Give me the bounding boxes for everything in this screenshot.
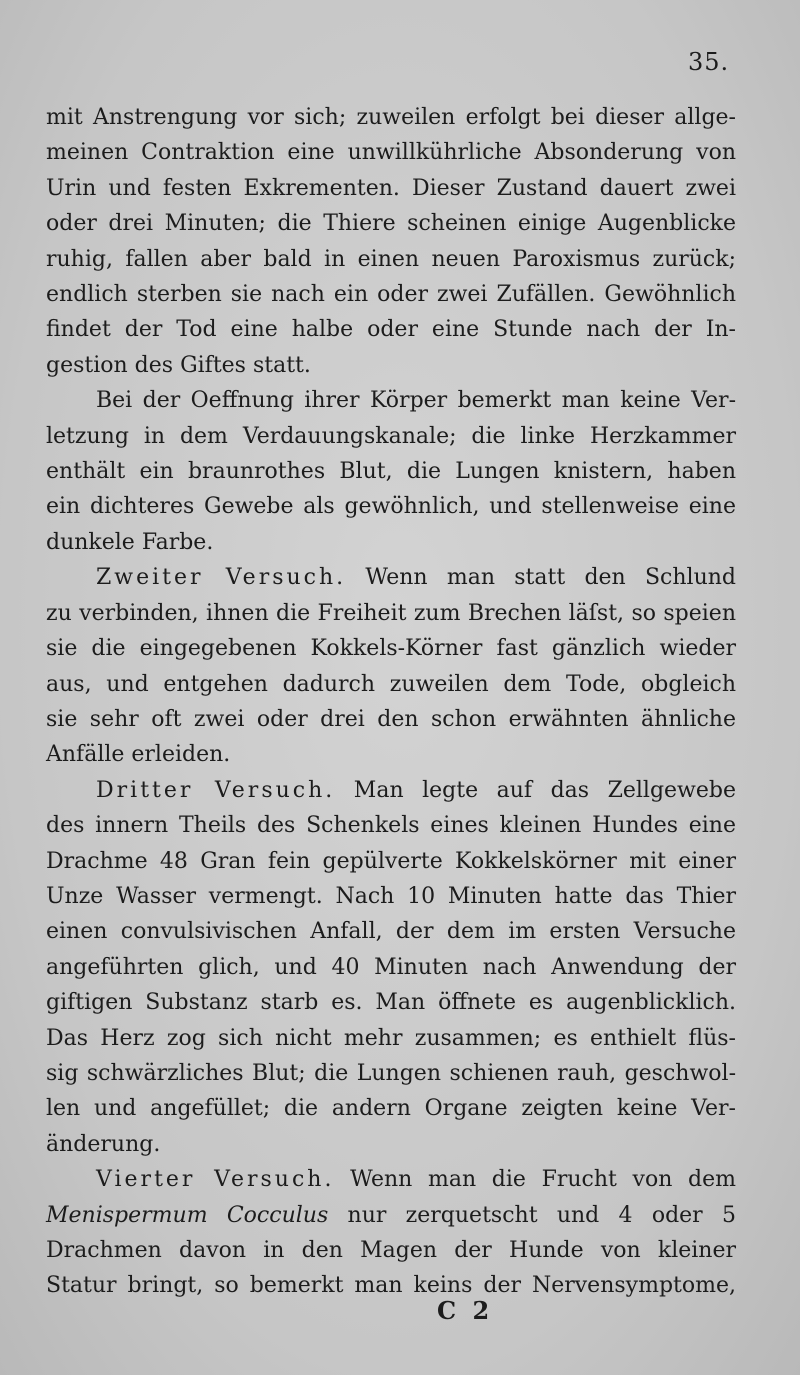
- text-line: Anfälle erleiden.: [46, 742, 231, 768]
- text-line: endlich sterben sie nach ein oder zwei Zufällen. Gewöhnlich: [46, 282, 736, 308]
- text-line: [46, 1162, 736, 1197]
- text-line: Statur bringt, so bemerkt man keins der Nervensymptome,: [46, 1273, 736, 1299]
- text-line: meinen Contraktion eine unwillkührliche Absonderung von: [46, 140, 736, 166]
- text-line: findet der Tod eine halbe oder eine Stunde nach der In-: [46, 317, 736, 343]
- text-line: änderung.: [46, 1131, 161, 1157]
- text-line: len und angefüllet; die andern Organe zeigten keine Ver-: [46, 1096, 736, 1122]
- text-line: [46, 560, 736, 595]
- line-text: Wenn man die Frucht von dem: [350, 1167, 737, 1193]
- line-text: Man legte auf das Zellgewebe: [353, 777, 737, 803]
- line-text: Wenn man statt den Schlund: [365, 565, 736, 591]
- section-heading: Zweiter Versuch.: [96, 565, 347, 591]
- text-line: oder drei Minuten; die Thiere scheinen einige Augenblicke: [46, 211, 736, 237]
- text-line: gestion des Giftes statt.: [46, 352, 311, 378]
- section-heading: Vierter Versuch.: [96, 1167, 335, 1193]
- text-line: [46, 1198, 736, 1233]
- text-line: Drachme 48 Gran fein gepülverte Kokkelskörner mit einer: [46, 848, 736, 874]
- signature-mark: C 2: [437, 1296, 494, 1325]
- text-line: Drachmen davon in den Magen der Hunde von kleiner: [46, 1238, 736, 1263]
- text-line: [46, 773, 736, 808]
- section-heading: Dritter Versuch.: [96, 777, 336, 803]
- text-line: des innern Theils des Schenkels eines kleinen Hundes eine: [46, 813, 736, 839]
- text-line: Urin und festen Exkrementen. Dieser Zustand dauert zwei: [46, 175, 736, 201]
- text-line: sig schwärzliches Blut; die Lungen schienen rauh, geschwol-: [46, 1060, 736, 1086]
- text-line: sie die eingegebenen Kokkels-Körner fast gänzlich wieder: [46, 636, 736, 662]
- text-line: enthält ein braunrothes Blut, die Lungen knistern, haben: [46, 459, 736, 485]
- text-line: letzung in dem Verdauungskanale; die linke Herzkammer: [46, 423, 736, 449]
- text-line: Unze Wasser vermengt. Nach 10 Minuten hatte das Thier: [46, 883, 736, 909]
- text-line: angeführten glich, und 40 Minuten nach Anwendung der: [46, 954, 736, 980]
- text-line: mit Anstrengung vor sich; zuweilen erfolgt bei dieser allge-: [46, 105, 736, 130]
- text-line: sie sehr oft zwei oder drei den schon erwähnten ähnliche: [46, 706, 736, 732]
- text-line: Das Herz zog sich nicht mehr zusammen; es enthielt flüs-: [46, 1025, 736, 1051]
- text-line: giftigen Substanz starb es. Man öffnete es augenblicklich.: [46, 990, 736, 1016]
- text-line: ruhig, fallen aber bald in einen neuen Paroxismus zurück;: [46, 246, 736, 272]
- text-line: Bei der Oeffnung ihrer Körper bemerkt man keine Ver-: [96, 388, 736, 414]
- page-number: 35.: [688, 48, 730, 76]
- text-line: ein dichteres Gewebe als gewöhnlich, und stellenweise eine: [46, 494, 736, 520]
- text-line: zu verbinden, ihnen die Freiheit zum Brechen läſst, so speien: [46, 600, 736, 626]
- text-line: einen convulsivischen Anfall, der dem im ersten Versuche: [46, 919, 736, 945]
- text-line: dunkele Farbe.: [46, 529, 214, 555]
- body-text: [46, 100, 736, 1304]
- species-name: Menispermum Cocculus: [46, 1202, 329, 1228]
- text-line: aus, und entgehen dadurch zuweilen dem Tode, obgleich: [46, 671, 736, 697]
- line-text: nur zerquetscht und 4 oder 5: [347, 1202, 736, 1228]
